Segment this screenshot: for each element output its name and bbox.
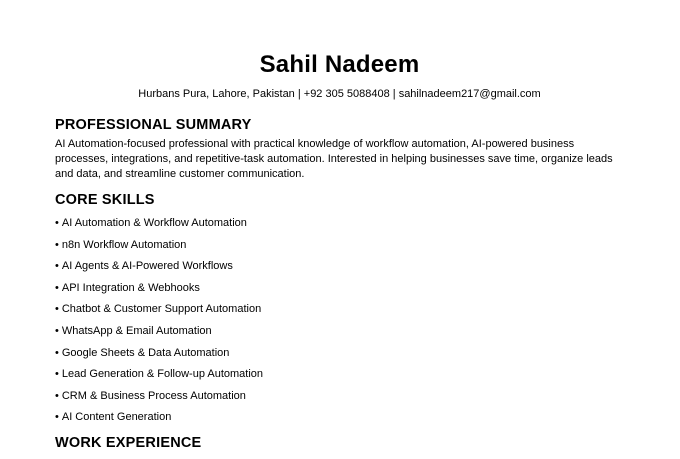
- skill-label: WhatsApp & Email Automation: [61, 324, 212, 337]
- skill-label: Chatbot & Customer Support Automation: [61, 303, 262, 316]
- core-skills-list: [55, 213, 624, 429]
- skill-item: [55, 407, 624, 429]
- skill-label: CRM & Business Process Automation: [61, 389, 246, 402]
- skill-item: [55, 364, 624, 386]
- candidate-name: Sahil Nadeem: [259, 51, 420, 78]
- skill-item: [55, 256, 624, 278]
- bullet-marker: •: [55, 260, 59, 273]
- professional-summary-heading: PROFESSIONAL SUMMARY: [55, 117, 252, 133]
- skill-item: [55, 278, 624, 300]
- skill-label: AI Agents & AI-Powered Workflows: [61, 260, 233, 273]
- bullet-marker: •: [55, 217, 59, 229]
- skill-label: n8n Workflow Automation: [61, 238, 187, 251]
- bullet-marker: •: [55, 238, 59, 251]
- skill-item: [55, 386, 624, 408]
- bullet-marker: •: [55, 368, 59, 381]
- bullet-marker: •: [55, 281, 59, 294]
- bullet-marker: •: [55, 324, 59, 337]
- bullet-marker: •: [55, 303, 59, 316]
- skill-item: [55, 235, 624, 257]
- skill-label: API Integration & Webhooks: [61, 281, 200, 294]
- bullet-marker: •: [55, 346, 59, 359]
- skill-label: AI Automation & Workflow Automation: [61, 217, 247, 229]
- contact-line: Hurbans Pura, Lahore, Pakistan | +92 305 5088408 | sahilnadeem217@gmail.com: [138, 88, 541, 100]
- skill-label: Lead Generation & Follow-up Automation: [61, 368, 264, 381]
- skill-label: AI Content Generation: [61, 411, 172, 424]
- skill-label: Google Sheets & Data Automation: [61, 346, 230, 359]
- professional-summary-text: AI Automation-focused professional with practical knowledge of workflow automation, AI-powered business processes, integrations, and repetitive-task automation. Interested in helping businesses save time, organize leads and data, and streamline customer communication.: [55, 138, 613, 180]
- skill-item: [55, 321, 624, 343]
- work-experience-heading: WORK EXPERIENCE: [55, 434, 202, 451]
- skill-item: [55, 213, 624, 235]
- bullet-marker: •: [55, 389, 59, 402]
- core-skills-heading: CORE SKILLS: [55, 192, 155, 208]
- bullet-marker: •: [55, 411, 59, 424]
- skill-item: [55, 299, 624, 321]
- skill-item: [55, 343, 624, 365]
